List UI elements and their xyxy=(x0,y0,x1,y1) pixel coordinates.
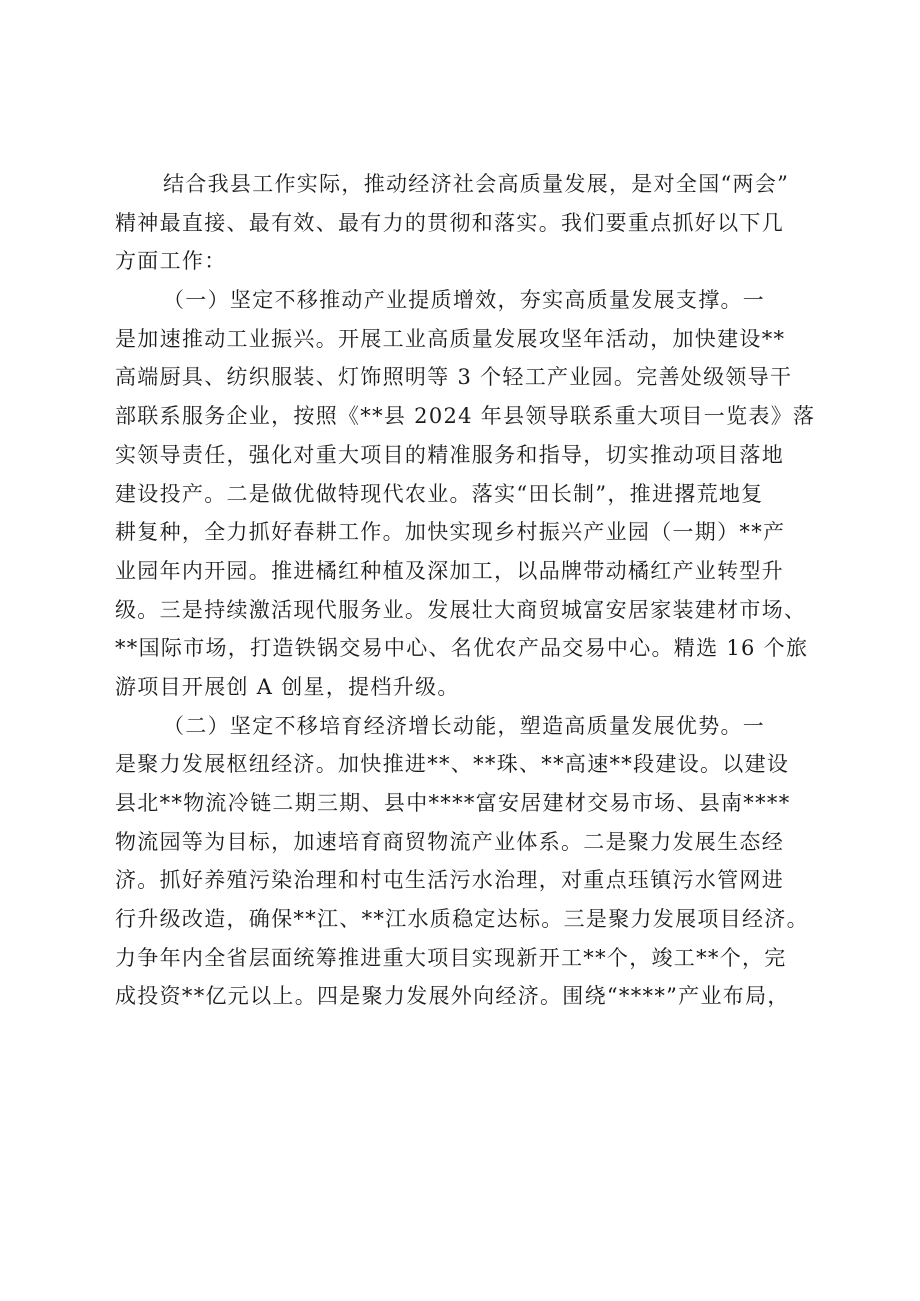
section-2-heading-line: （二）坚定不移培育经济增长动能，塑造高质量发展优势。一 xyxy=(163,713,766,738)
section-2-line-4: 物流园等为目标，加速培育商贸物流产业体系。二是聚力发展生态经 xyxy=(115,829,784,854)
section-1-line-8: 业园年内开园。推进橘红种植及深加工，以品牌带动橘红产业转型升 xyxy=(115,558,784,583)
section-1-line-3: 高端厨具、纺织服装、灯饰照明等 3 个轻工产业园。完善处级领导干 xyxy=(115,365,793,390)
section-1-line-10: **国际市场，打造铁锅交易中心、名优农产品交易中心。精选 16 个旅 xyxy=(115,636,809,661)
section-2-line-2: 是聚力发展枢纽经济。加快推进**、**珠、**高速**段建设。以建设 xyxy=(115,752,790,777)
section-2-line-5: 济。抓好养殖污染治理和村屯生活污水治理，对重点珏镇污水管网进 xyxy=(115,868,784,893)
section-2-line-6: 行升级改造，确保**江、**江水质稳定达标。三是聚力发展项目经济。 xyxy=(115,907,809,932)
section-1-line-11: 游项目开展创 A 创星，提档升级。 xyxy=(115,674,460,699)
section-1-line-5: 实领导责任，强化对重大项目的精准服务和指导，切实推动项目落地 xyxy=(115,442,784,467)
section-2-line-8: 成投资**亿元以上。四是聚力发展外向经济。围绕“****”产业布局， xyxy=(115,984,790,1009)
section-1-line-6: 建设投产。二是做优做特现代农业。落实“田长制”，推进撂荒地复 xyxy=(115,481,764,506)
section-1-line-2: 是加速推动工业振兴。开展工业高质量发展攻坚年活动，加快建设** xyxy=(115,326,786,351)
section-1-line-4: 部联系服务企业，按照《**县 2024 年县领导联系重大项目一览表》落 xyxy=(115,404,816,429)
section-1-heading-line: （一）坚定不移推动产业提质增效，夯实高质量发展支撑。一 xyxy=(163,288,766,313)
paragraph-1-line-3: 方面工作： xyxy=(115,249,227,274)
body-text xyxy=(115,165,825,1016)
paragraph-1-line-2: 精神最直接、最有效、最有力的贯彻和落实。我们要重点抓好以下几 xyxy=(115,210,784,235)
section-1-line-7: 耕复种，全力抓好春耕工作。加快实现乡村振兴产业园（一期）**产 xyxy=(115,520,786,545)
section-1-line-9: 级。三是持续激活现代服务业。发展壮大商贸城富安居家装建材市场、 xyxy=(115,597,807,622)
section-2-line-3: 县北**物流冷链二期三期、县中****富安居建材交易市场、县南**** xyxy=(115,791,791,815)
paragraph-1-line-1: 结合我县工作实际，推动经济社会高质量发展，是对全国“两会” xyxy=(163,172,790,196)
section-2-line-7: 力争年内全省层面统筹推进重大项目实现新开工**个，竣工**个，完 xyxy=(115,945,787,970)
